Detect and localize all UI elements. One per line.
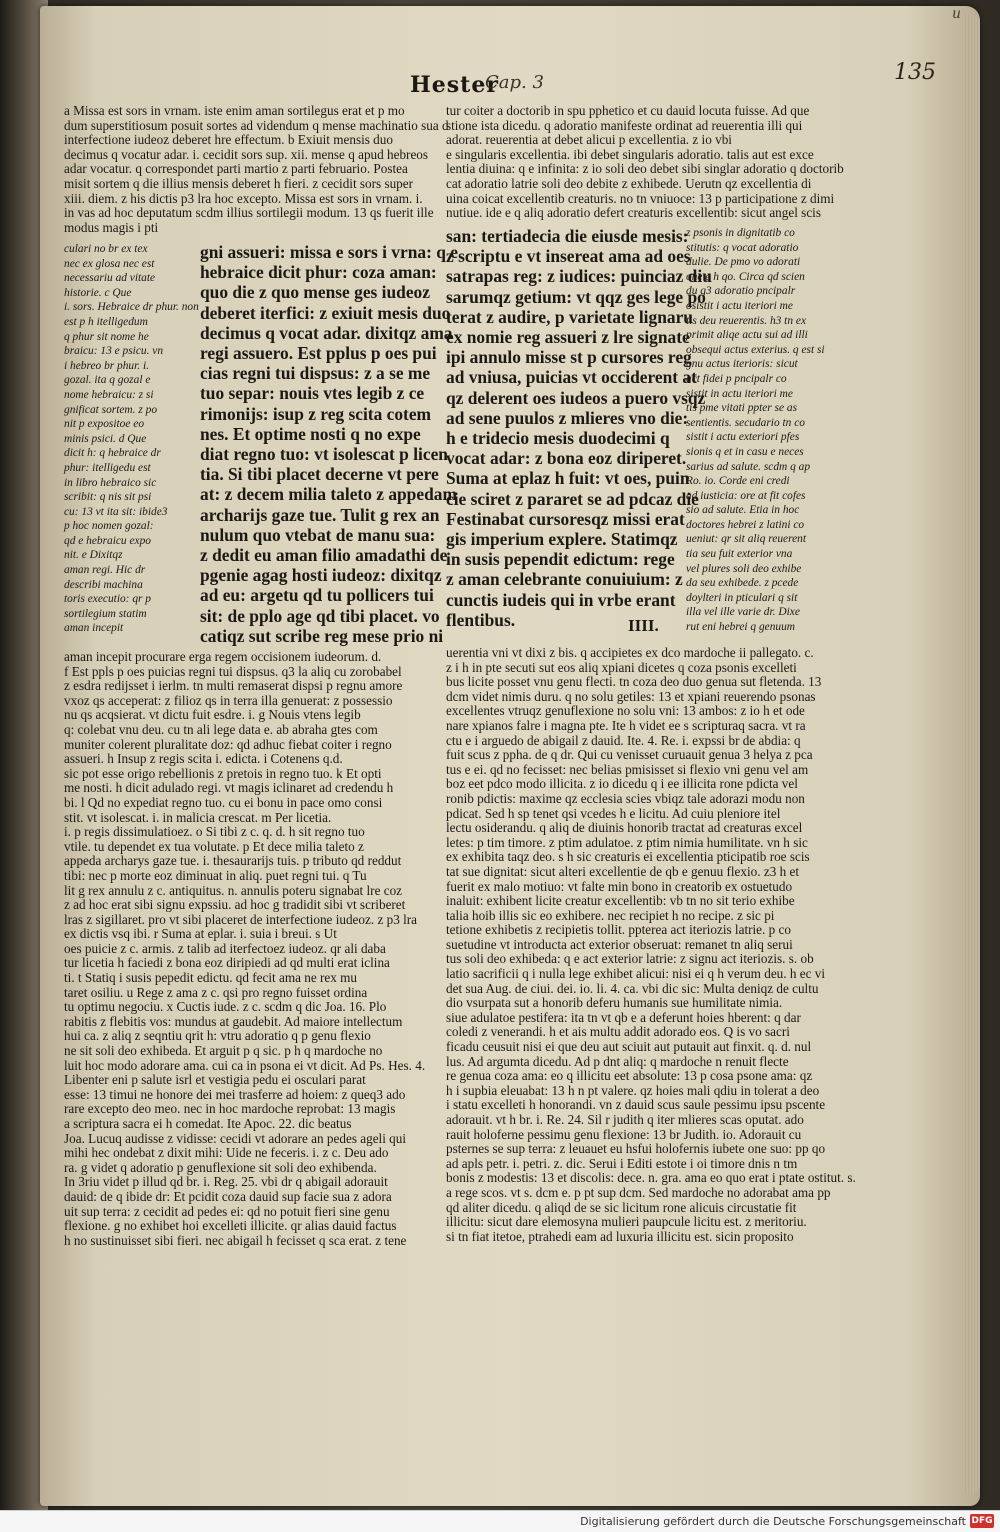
text-line: i. p regis dissimulatioez. o Si tibi z c. q. d. h sit regno tuo — [64, 824, 365, 840]
text-line: rabitis z flebitis vos: mundus at gaudebit. Ad maiore intellectum — [64, 1013, 403, 1029]
text-line: f Est ppls p oes puicias regni tui dispsus. q3 la aliq cu zorobabel — [64, 663, 402, 679]
text-line: cu: 13 vt ita sit: ibide3 — [64, 505, 168, 518]
text-line: sarius ad salute. scdm q ap — [686, 460, 811, 473]
right-lower-gloss — [446, 646, 856, 1266]
text-line: vel plures soli deo exhibe — [686, 562, 802, 575]
text-line: muniter colerent pluralitate doz: qd adhuc fiebat coiter i regno — [64, 736, 392, 752]
text-line: gis imperium explere. Statimqz — [446, 529, 678, 550]
text-line: uit sup terra: z cecidit ad pedes ei: qd no potuit fieri sine genu — [64, 1203, 390, 1219]
dfg-logo: DFG — [971, 1516, 993, 1526]
text-line: boz eet pdco modo illicita. z io dicedu q i ee illicita rone pdicta vel — [446, 776, 798, 792]
text-line: dulie. De pmo vo adorati — [686, 256, 801, 269]
text-line: hui ca. z aliq z seqntiu qrit h: vtru adoratio q p genu flexio — [64, 1028, 371, 1044]
text-line: inaluit: exhibent licite creatur excellentib: vb tn no sit terio exhibe — [446, 893, 795, 909]
text-line: taret osiliu. u Rege z ama z c. qsi pro regno fuisset ordina — [64, 984, 368, 1000]
text-line: re genua coza ama: eo q illicitu eet absolute: 13 p cosa psone ama: qz — [446, 1068, 813, 1084]
text-line: coledi z venerandi. h et ais multu addit adorado eos. Q is vo sacri — [446, 1024, 790, 1040]
text-line: lectu osiderandu. q aliq de diuinis honorib tractat ad creaturas excel — [446, 820, 803, 836]
text-line: z i h in pte secuti sut eos aliq xpiani dicetes q coza psonis excelleti — [446, 659, 797, 675]
text-line: ad sene puulos z mlieres vno die: — [446, 407, 689, 428]
text-line: illicitu: sicut dare elemosyna mulieri paupcule licitu est. z meritoriu. — [446, 1214, 807, 1230]
text-line: culari no br ex tex — [64, 243, 148, 255]
text-line: phur: itelligedu est — [64, 461, 151, 474]
text-line: fuerit ex malo motiuo: vt falte min bono in creatorib ex ostuetudo — [446, 878, 793, 894]
text-line: ad iusticia: ore at fit cofes — [686, 489, 806, 502]
text-line: psternes se sup terra: z leuauet eu hsfui holofernis iubete one suo: pp qo — [446, 1141, 826, 1157]
text-line: dcm videt nimis duru. q no solu getiles: 13 et xpiani reuerendo psonas — [446, 688, 816, 704]
text-line: minis psici. d Que — [64, 432, 147, 445]
text-line: sic pot esse origo rebellionis z pretois in regno tuo. k Et opti — [64, 765, 382, 781]
text-line: i hebreo br phur. i. — [64, 359, 150, 372]
chapter-number: IIII. — [628, 616, 659, 635]
text-line: rut eni hebrei q genuum — [686, 621, 796, 634]
text-line: p hoc nomen gozal: — [64, 520, 154, 533]
text-line: sistit in actu iteriori me — [686, 387, 793, 400]
text-line: a rege scos. vt s. dcm e. p pt sup dcm. Sed mardoche no adorabat ama pp — [446, 1184, 831, 1200]
text-line: excellentes vtruqz genuflexione no solu vni: 13 ambos: z io h et ode — [446, 703, 805, 719]
text-line: luit hoc modo adorare ama. cui ca in psona ei vt dicit. Ad Ps. Hes. 4. — [64, 1057, 426, 1073]
text-line: ex dictis vsq ibi. r Suma at eplar. i. suia i breui. s Ut — [64, 926, 337, 942]
text-line: regi assuero. Est pplus p oes pui — [200, 343, 437, 364]
text-line: osistit i actu iteriori me — [686, 299, 793, 312]
text-line: qd e hebraicu expo — [64, 534, 151, 547]
left-margin-gloss — [64, 242, 199, 644]
text-line: illa vel ille varie dr. Dixe — [686, 606, 800, 619]
text-line: ad vniusa, puicias vt occiderent at — [446, 367, 697, 388]
text-line: sentientis. secudario tn co — [686, 416, 805, 429]
text-line: z scriptu e vt insereat ama ad oes — [446, 246, 691, 267]
text-line: stit. vt isolescat. i. in malicia crescat. m Per licetia. — [64, 809, 332, 825]
text-line: adorauit. vt h br. i. Re. 24. Sil r judith q iter mlieres scas oputat. ado — [446, 1112, 804, 1127]
text-line: ctu e i arguedo de abigail z dauid. Ite. 4. Re. i. expssi br de abdia: q — [446, 732, 801, 748]
text-line: oes puicie z c. armis. z talib ad iterfectoez iudeoz. qr ali daba — [64, 940, 386, 956]
text-line: siue adulatoe pestifera: ita tn vt qb e a deferunt hoies hberent: q dar — [446, 1009, 801, 1025]
text-line: cunctis iudeis qui in vrbe erant — [446, 589, 676, 610]
text-line: historie. c Que — [64, 286, 132, 299]
text-line: aman incepit — [64, 622, 124, 635]
text-line: stitutis: q vocat adoratio — [686, 241, 799, 254]
running-title-note: Cap. 3 — [485, 72, 544, 93]
left-main-text — [200, 242, 458, 648]
text-line: tis pme vitati ppter se as — [686, 402, 798, 415]
text-line: z aman celebrante conuiuium: z — [446, 569, 683, 590]
text-line: nare xpianos falre i magna pte. Ite h videt ee s scripturaq sacra. vt ra — [446, 717, 806, 733]
footer-bar — [0, 1510, 1000, 1532]
text-line: gnificat sortem. z po — [64, 403, 158, 416]
text-line: da seu exhibede. z pcede — [686, 577, 799, 590]
text-line: catiqz sut scribe reg mese prio ni — [200, 625, 444, 646]
text-line: tus soli deo exhibeda: q e act exterior latrie: z signu act iteriozis. s. ob — [446, 951, 814, 967]
text-line: ex exhibita taqz deo. s h sic creaturis ei excellentia pticipatib roe scis — [446, 849, 810, 865]
text-line: toris executio: qr p — [64, 593, 151, 606]
text-line: describi machina — [64, 578, 143, 591]
text-line: modus magis i pti — [64, 219, 159, 235]
text-line: lras z sigillaret. pro vt sibi placeret de interfectione iudeoz. z p3 lra — [64, 911, 417, 927]
text-line: dicit h: q hebraice dr — [64, 447, 161, 460]
text-line: dio vsurpata sut a honorib deferu humanis sue humilitate nimia. — [446, 995, 783, 1011]
text-line: a Missa est sors in vrnam. iste enim aman sortilegus erat et p mo — [64, 103, 405, 118]
text-line: ti. t Statiq i susis pepedit edictu. qd fecit ama ne rex mu — [64, 970, 357, 986]
text-line: hebraice dicit phur: coza aman: — [200, 262, 437, 283]
text-line: flentibus. — [446, 609, 516, 630]
text-line: primit aliqe actu sui ad illi — [686, 329, 808, 342]
text-line: vxoz qs acceperat: z filioz qs in terra illa genuerat: z possessio — [64, 692, 393, 708]
text-line: latio sacrificii q i nulla lege exhibet alicui: nisi ei q h verum deu. h ec vi — [446, 966, 826, 982]
footer-credit: Digitalisierung gefördert durch die Deutsche Forschungsgemeinschaft — [580, 1515, 966, 1528]
text-line: vtile. tu dependet ex tua volutate. p Et dece milia taleto z — [64, 838, 364, 854]
text-line: aman regi. Hic dr — [64, 564, 146, 577]
text-line: xiii. diem. z his dictis p3 lra hoc excepto. Missa est sors in vrnam. i. — [64, 190, 423, 206]
running-title: Hester — [410, 72, 499, 98]
text-line: assueri. h Insup z regis scita i. edicta. i Cotenens q.d. — [64, 751, 343, 767]
text-line: vocat adar: z bona eoz diriperet. — [446, 448, 687, 469]
text-line: nec ex glosa nec est — [64, 257, 155, 270]
text-line: Suma at eplaz h fuit: vt oes, puin — [446, 468, 690, 489]
text-line: nit. e Dixitqz — [64, 549, 123, 562]
text-line: sionis q et in casu e neces — [686, 445, 804, 458]
text-line: bi. l Qd no expediat regno tuo. cu ei bonu in pace omo consi — [64, 794, 383, 810]
text-line: interfectione iudeoz deberet hre effectum. b Exiuit mensis duo — [64, 132, 393, 148]
text-line: one e h qo. Circa qd scien — [686, 270, 805, 283]
text-line: nit p expositoe eo — [64, 418, 145, 431]
text-line: sortilegium statim — [64, 607, 147, 620]
text-line: gnu actus iterioris: sicut — [686, 358, 798, 371]
text-line: necessariu ad vitate — [64, 272, 156, 285]
text-line: tat sue dignitat: sicut alteri excellentie de qb e genuu flexio. z3 h et — [446, 863, 800, 879]
text-line: lentia diuina: q e infinita: z io soli deo debet sibi singlar adoratio q doctorib — [446, 161, 844, 177]
text-line: bus licite posset vnu genu flecti. tn coza deo duo genua sut fletenda. 13 — [446, 674, 822, 690]
text-line: h i supbia eleuabat: 13 h n pt valere. qz hoies mali qdiu in tolerat a deo — [446, 1082, 820, 1098]
text-line: terat z audire, p varietate lignaru — [446, 306, 693, 327]
folio-number: 135 — [894, 60, 936, 85]
text-line: quo die z quo mense ges iudeoz — [200, 282, 430, 303]
text-line: archarijs gaze tue. Tulit g rex an — [200, 504, 440, 525]
text-line: nulum quo vtebat de manu sua: — [200, 524, 436, 545]
text-line: tur licetia h faciedi z bona eoz diripiedi ad qd multi erat iclina — [64, 955, 390, 971]
text-line: decimus q vocatur adar. i. cecidit sors sup. xii. mense q apud hebreos — [64, 146, 429, 162]
text-line: ex nomie reg assueri z lre signate — [446, 327, 690, 348]
text-line: In 3riu videt p illud qd br. i. Reg. 25. vbi dr q abigail adorauit — [64, 1174, 388, 1190]
text-line: uina coicat excellentib creaturis. no tn vniuoce: 13 p participatione z dimi — [446, 190, 835, 206]
text-line: ronib pdictis: maxime qz ecclesia scies vbiqz tale adorazi modu non — [446, 790, 805, 806]
text-line: lit g rex annulu z c. antiquitus. n. annulis poteru signabat lre coz — [64, 882, 403, 898]
text-line: cias regni tui dispsus: z a se me — [200, 363, 431, 384]
text-line: esse: 13 timui ne honore dei mei trasferre ad hoiem: z queq3 ado — [64, 1086, 406, 1102]
text-line: det sua Aug. de ciui. dei. io. li. 4. ca. vbi dic sic: Multa deniqz de cultu — [446, 980, 819, 996]
text-line: du q3 adoratio pncipalr — [686, 285, 796, 298]
text-line: tia. Si tibi placet decerne vt pere — [200, 464, 439, 485]
text-line: nes. Et optime nosti q no expe — [200, 423, 421, 444]
text-line: san: tertiadecia die eiusde mesis: — [446, 226, 689, 246]
text-line: i. sors. Hebraice dr phur. non — [64, 301, 199, 314]
text-line: tus e ei. qd no fecisset: nec belias pmisisset si flexio vni genu vel am — [446, 761, 809, 777]
text-line: misit sortem q die illius mensis deberet h fieri. z cecidit sors super — [64, 175, 414, 191]
text-line: qd aliter dicedu. q aliqd de se sic licitum rone alicuis circustatie fit — [446, 1199, 797, 1215]
text-line: sarumqz getium: vt qqz ges lege po — [446, 286, 706, 307]
right-upper-gloss — [446, 104, 856, 224]
text-line: doctores hebrei z latini co — [686, 518, 805, 531]
text-line: tur coiter a doctorib in spu pphetico et cu dauid locuta fuisse. Ad que — [446, 103, 810, 118]
text-line: me nosti. h dicit adulado regi. vt magis iclinaret ad credendu h — [64, 780, 394, 796]
text-line: talia hoib illis sic eo exhibere. nec recipiet h no recipe. z sic pi — [446, 907, 775, 923]
text-line: lus. Ad argumta dicedu. Ad p dnt aliq: q mardoche n renuit flecte — [446, 1053, 789, 1069]
text-line: pdicat. Sed h sp tenet qsi vcedes h e licitu. Ad cuiu pleniore itel — [446, 805, 781, 821]
text-line: sistit i actu exteriori pfes — [686, 431, 800, 444]
text-line: tis deu reuerentis. h3 tn ex — [686, 314, 806, 327]
text-line: at: z decem milia taleto z appedam — [200, 484, 457, 505]
text-line: rare excepto deo meo. nec in hoc mardoche reprobat: 13 magis — [64, 1101, 396, 1117]
text-line: ra. g videt q adoratio p genuflexione sit soli deo exhibenda. — [64, 1159, 377, 1175]
text-line: z esdra redijsset i ierlm. tn multi remaserat dispsi p regnu amore — [64, 678, 403, 694]
text-line: diat regno tuo: vt isolescat p licen — [200, 444, 448, 465]
text-line: e singularis excellentia. ibi debet singularis adoratio. talis aut est exce — [446, 146, 814, 162]
text-line: z psonis in dignitatib co — [686, 227, 795, 239]
text-line: Joa. Lucuq audisse z vidisse: cecidi vt adorare an pedes ageli qui — [64, 1130, 407, 1146]
text-line: doylteri in pticulari q sit — [686, 591, 798, 604]
text-line: sit: de pplo age qd tibi placet. vo — [200, 605, 440, 626]
text-line: cat adoratio latrie soli deo debite z exhibede. Uerutn qz excellentia di — [446, 175, 812, 191]
corner-mark: u — [952, 6, 962, 22]
text-line: tetione exhibetis z recipietis tollit. ppterea act iteriozis latrie. p co — [446, 922, 791, 938]
text-line: dum superstitiosum posuit sortes ad videndum q mense machinatio sua d — [64, 117, 449, 133]
text-line: nutiue. ide e q aliq adoratio defert creaturis excellentib: sicut angel scis — [446, 205, 821, 221]
text-line: Libenter eni p salute isrl et vestigia pedu ei osculari parat — [64, 1072, 366, 1088]
text-line: tibi: nec p morte eoz diminuat in aliq. puet regni tui. q Tu — [64, 867, 367, 883]
text-line: gni assueri: missa e sors i vrna: q e — [200, 242, 458, 262]
text-line: cie sciret z pararet se ad pdcaz die — [446, 488, 699, 509]
text-line: z dedit eu aman filio amadathi de — [200, 545, 448, 566]
page-edge — [964, 14, 980, 1494]
text-line: mihi hec ondebat z dixit mihi: Uide ne feceris. i. z c. Deu ado — [64, 1145, 389, 1161]
text-line: Festinabat cursoresqz missi erat — [446, 508, 685, 529]
text-line: a scriptura sacra ei h comedat. Ite Apoc. 22. dic beatus — [64, 1116, 352, 1131]
text-line: braicu: 13 e psicu. vn — [64, 345, 164, 358]
text-line: ueniut: qr sit aliq reuerent — [686, 533, 807, 546]
text-line: adorat. reuerentia at debet alicui p excellentia. z io vbi — [446, 132, 732, 148]
text-line: ad eu: argetu qd tu pollicers tui — [200, 585, 434, 606]
text-line: est p h itelligedum — [64, 315, 148, 328]
text-line: ad apls petr. i. petri. z. dic. Serui i Editi estote i oi timore dnis n tm — [446, 1155, 798, 1171]
text-line: Ro. io. Corde eni credi — [686, 475, 790, 488]
text-line: ficadu ceusuit nisi ei que deu aut sciuit aut putauit aut finxit. q. d. nul — [446, 1039, 812, 1055]
text-line: h e tridecio mesis duodecimi q — [446, 428, 670, 449]
text-line: in vas ad hoc deputatum scdm illius sortilegii modum. 13 qs fuerit ille — [64, 205, 434, 221]
right-margin-gloss — [686, 226, 856, 640]
text-line: gozal. ita q gozal e — [64, 374, 151, 387]
text-line: rauit holoferne pessimu genu flexione: 13 br Judith. io. Adorauit cu — [446, 1126, 802, 1142]
text-line: bonis z modestis: 13 et discolis: dece. n. gra. ama eo quo erat i ptate ostitut. s. — [446, 1170, 856, 1186]
text-line: adar vocatur. q correspondet parti martio z parti februario. Postea — [64, 161, 408, 177]
text-line: q: colebat vnu deu. cu tn ali lege data e. ab abraha gtes com — [64, 721, 378, 737]
text-line: ipi annulo misse st p cursores reg — [446, 347, 692, 368]
text-line: dauid: de q ibide dr: Et pcidit coza dauid sup facie sua z adora — [64, 1188, 392, 1204]
text-line: ne sit soli deo exhibeda. Et arguit p q sic. p h q mardoche no — [64, 1043, 383, 1059]
text-line: q phur sit nome he — [64, 330, 149, 343]
text-line: tia seu fuit exterior vna — [686, 548, 793, 561]
text-line: tu optimu negociu. x Cuctis iude. z c. scdm q dic Joa. 16. Plo — [64, 999, 387, 1015]
text-line: aman incepit procurare erga regem occisionem iudeorum. d. — [64, 649, 382, 664]
text-line: satrapas reg: z iudices: puinciaz diu — [446, 266, 712, 287]
text-line: pgenie agag hosti iudeoz: dixitqz — [200, 565, 442, 586]
text-line: appeda archarys gaze tue. i. thesaurarijs tuis. p tributo qd reddut — [64, 853, 402, 869]
text-line: nu qs acqsierat. vt dictu fuit esdre. i. g Nouis vtens legib — [64, 707, 361, 723]
text-line: scribit: q nis sit psi — [64, 491, 152, 504]
text-line: suetudine vt introducta act exterior obseruat: remanet tn aliq serui — [446, 936, 793, 952]
text-line: i statu excelleti h honorandi. vn z dauid scus saule pessimu ipsu pscente — [446, 1097, 826, 1113]
text-line: nome hebraicu: z si — [64, 388, 154, 401]
text-line: fuit scus z ppha. de q dr. Qui cu venisset curuauit genua 3 helya z pca — [446, 747, 813, 763]
text-line: z ad hoc erat sibi signu expssiu. ad hoc g tradidit sibi vt scriberet — [64, 897, 406, 913]
text-line: in libro hebraico sic — [64, 476, 157, 489]
left-upper-gloss — [64, 103, 449, 238]
text-line: tuo separ: nouis vtes legib z ce — [200, 383, 425, 404]
right-main-text — [446, 226, 712, 632]
text-line: in susis pependit edictum: rege — [446, 549, 675, 570]
text-line: rimonijs: isup z reg scita cotem — [200, 403, 432, 424]
text-line: stione ista dicedu. q adoratio manifeste ordinat ad reuerentia illi qui — [446, 117, 803, 133]
text-line: si tn fiat itetoe, ptrahedi eam ad luxuria illicitu est. sicin proposito — [446, 1228, 794, 1244]
text-line: h no sustinuisset sibi fieri. nec abigail h fecisset q sca erat. z tene — [64, 1232, 407, 1248]
text-line: decimus q vocat adar. dixitqz ama — [200, 322, 453, 343]
text-line: uerentia vni vt dixi z bis. q accipietes ex dco mardoche ii pallegato. c. — [446, 645, 814, 660]
left-lower-gloss — [64, 650, 434, 1256]
text-line: sio ad salute. Etia in hoc — [686, 504, 800, 517]
text-line: deberet iterfici: z exiuit mesis duo — [200, 302, 451, 323]
text-line: flexione. g no exhibet hoi excelleti illicite. qr alias dauid factus — [64, 1218, 397, 1234]
text-line: qz delerent oes iudeos a puero vsqz — [446, 387, 706, 408]
text-line: obsequi actus exterius. q est si — [686, 343, 825, 356]
text-line: act fidei p pncipalr co — [686, 372, 787, 385]
text-line: letes: p tim timore. z ptim adulatoe. z ptim nimia humilitate. vn h sic — [446, 834, 808, 850]
